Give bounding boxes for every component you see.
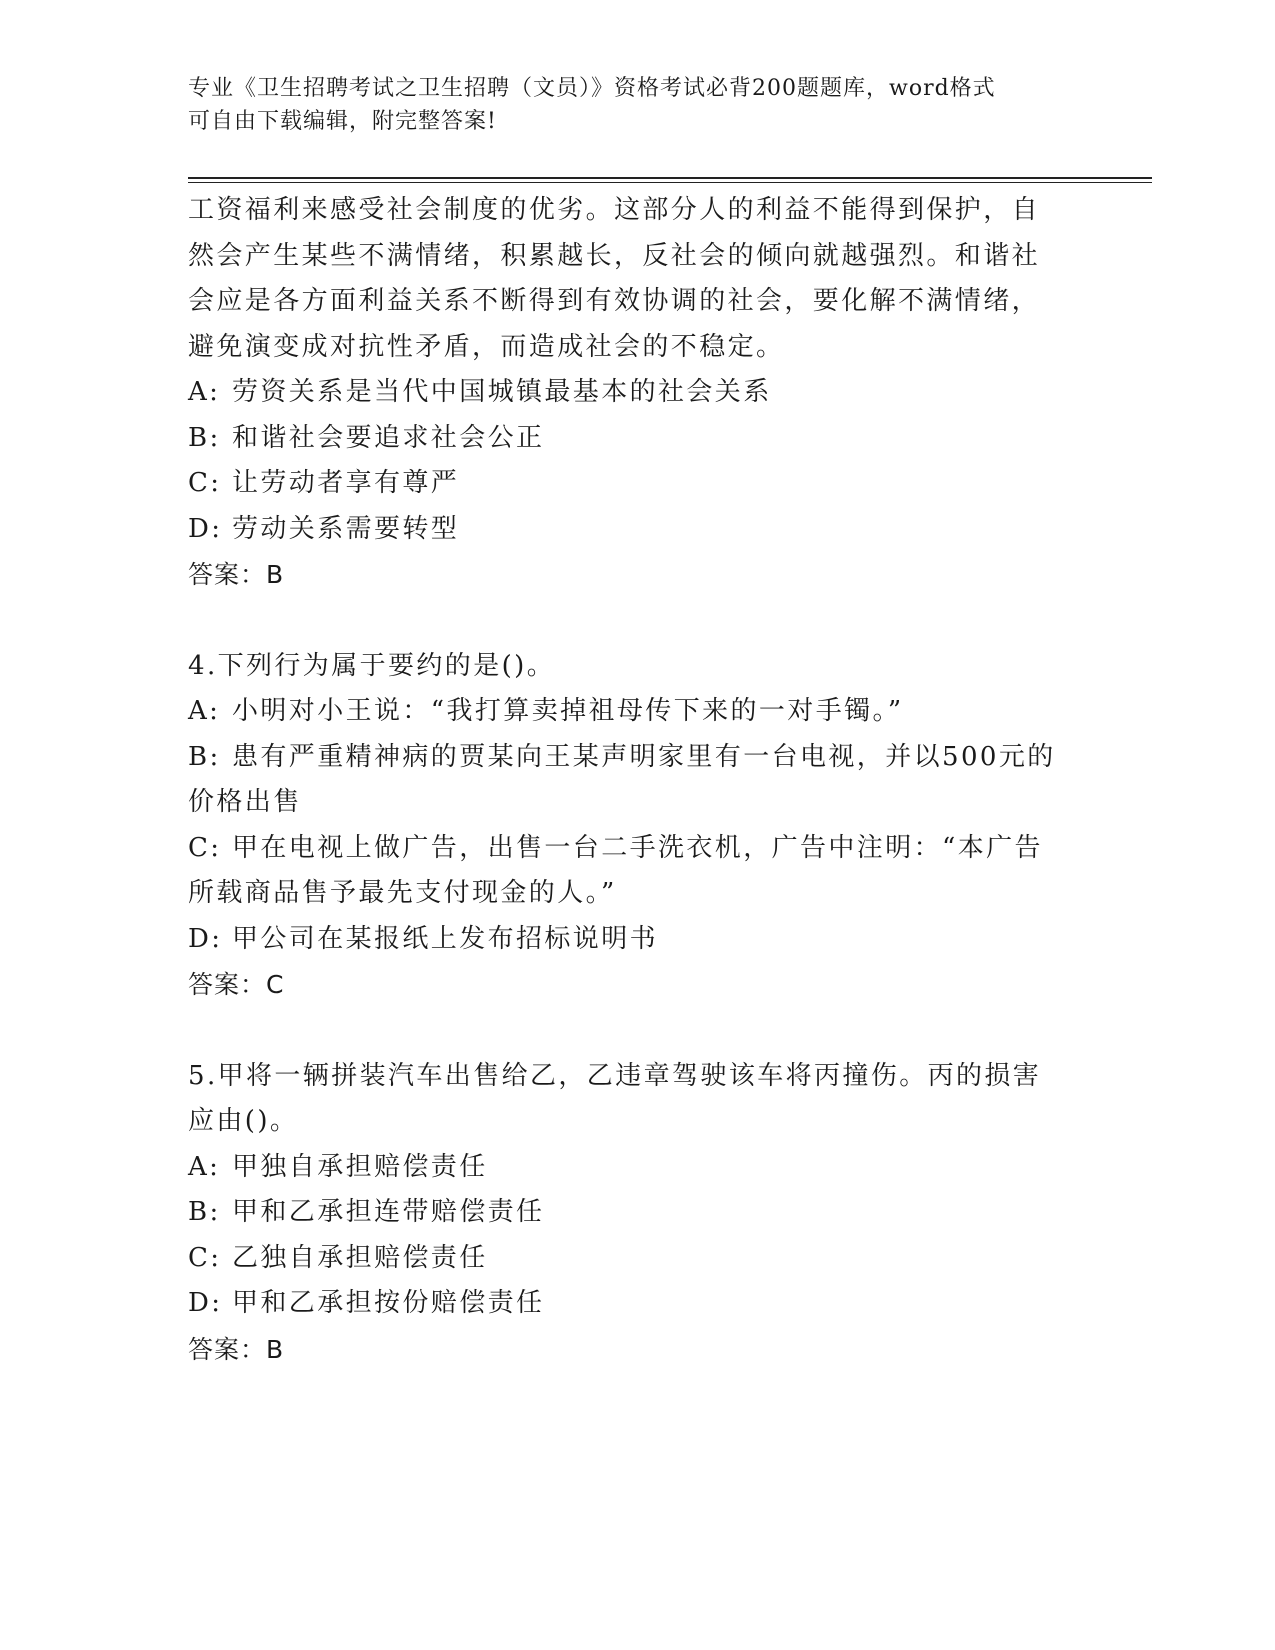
question-3-options (188, 370, 1088, 598)
spacer (188, 1008, 1088, 1054)
question-4 (188, 644, 1088, 1008)
option-text: 让劳动者享有尊严 (232, 468, 460, 498)
document-header (188, 72, 1068, 138)
option-key: A: (188, 377, 221, 407)
header-rule-thin (188, 182, 1152, 183)
option-key: C: (188, 832, 222, 863)
option-c (188, 826, 1088, 872)
option-a (188, 1145, 1088, 1191)
option-text: 劳资关系是当代中国城镇最基本的社会关系 (232, 377, 772, 407)
option-key: D: (188, 513, 223, 544)
option-a (188, 370, 1088, 416)
option-key: D: (188, 1288, 223, 1318)
option-text: 乙独自承担赔偿责任 (232, 1242, 488, 1273)
intro-line: 会应是各方面利益关系不断得到有效协调的社会，要化解不满情绪， (188, 286, 1041, 316)
option-a (188, 689, 1088, 735)
intro-line: 工资福利来感受社会制度的优劣。这部分人的利益不能得到保护，自 (188, 195, 1041, 225)
option-b (188, 1190, 1088, 1236)
option-text: 甲在电视上做广告，出售一台二手洗衣机，广告中注明：“本广告 (232, 832, 1043, 863)
option-key: D: (188, 923, 223, 954)
header-rule-thick (188, 177, 1152, 179)
option-key: A: (188, 1151, 221, 1182)
option-text: 甲公司在某报纸上发布招标说明书 (232, 923, 659, 954)
question-5 (188, 1054, 1088, 1373)
question-stem-continued: 应由()。 (188, 1106, 299, 1136)
option-text: 甲和乙承担按份赔偿责任 (232, 1288, 545, 1318)
answer-label: 答案：B (188, 560, 285, 589)
answer-label: 答案：B (188, 1334, 285, 1364)
header-title-line-1: 专业《卫生招聘考试之卫生招聘（文员）》资格考试必背200题题库，word格式 (188, 76, 996, 101)
option-key: C: (188, 468, 222, 498)
answer-label: 答案：C (188, 970, 285, 999)
intro-line: 然会产生某些不满情绪，积累越长，反社会的倾向就越强烈。和谐社 (188, 240, 1041, 271)
option-text: 劳动关系需要转型 (232, 513, 460, 544)
option-text: 小明对小王说：“我打算卖掉祖母传下来的一对手镯。” (232, 696, 904, 726)
option-key: B: (188, 1197, 221, 1227)
option-c (188, 1236, 1088, 1282)
option-text: 甲和乙承担连带赔偿责任 (232, 1197, 545, 1227)
option-text: 患有严重精神病的贾某向王某声明家里有一台电视，并以500元的 (232, 741, 1056, 772)
intro-line: 避免演变成对抗性矛盾，而造成社会的不稳定。 (188, 331, 785, 362)
option-b (188, 416, 1088, 462)
option-b (188, 735, 1088, 781)
intro-paragraph (188, 188, 1088, 370)
option-text: 甲独自承担赔偿责任 (232, 1151, 488, 1182)
option-key: C: (188, 1242, 222, 1273)
option-c-continued: 所载商品售予最先支付现金的人。” (188, 878, 617, 908)
option-key: A: (188, 696, 221, 726)
option-text: 和谐社会要追求社会公正 (232, 422, 545, 453)
option-d (188, 507, 1088, 553)
question-stem: 4.下列行为属于要约的是()。 (188, 650, 556, 681)
header-title-line-2: 可自由下载编辑，附完整答案! (188, 109, 497, 134)
option-c (188, 461, 1088, 507)
option-d (188, 1281, 1088, 1327)
option-b-continued: 价格出售 (188, 787, 302, 817)
option-key: B: (188, 741, 221, 772)
document-body (188, 188, 1088, 1372)
option-d (188, 917, 1088, 963)
question-stem: 5.甲将一辆拼装汽车出售给乙，乙违章驾驶该车将丙撞伤。丙的损害 (188, 1060, 1042, 1091)
option-key: B: (188, 422, 221, 453)
spacer (188, 598, 1088, 644)
